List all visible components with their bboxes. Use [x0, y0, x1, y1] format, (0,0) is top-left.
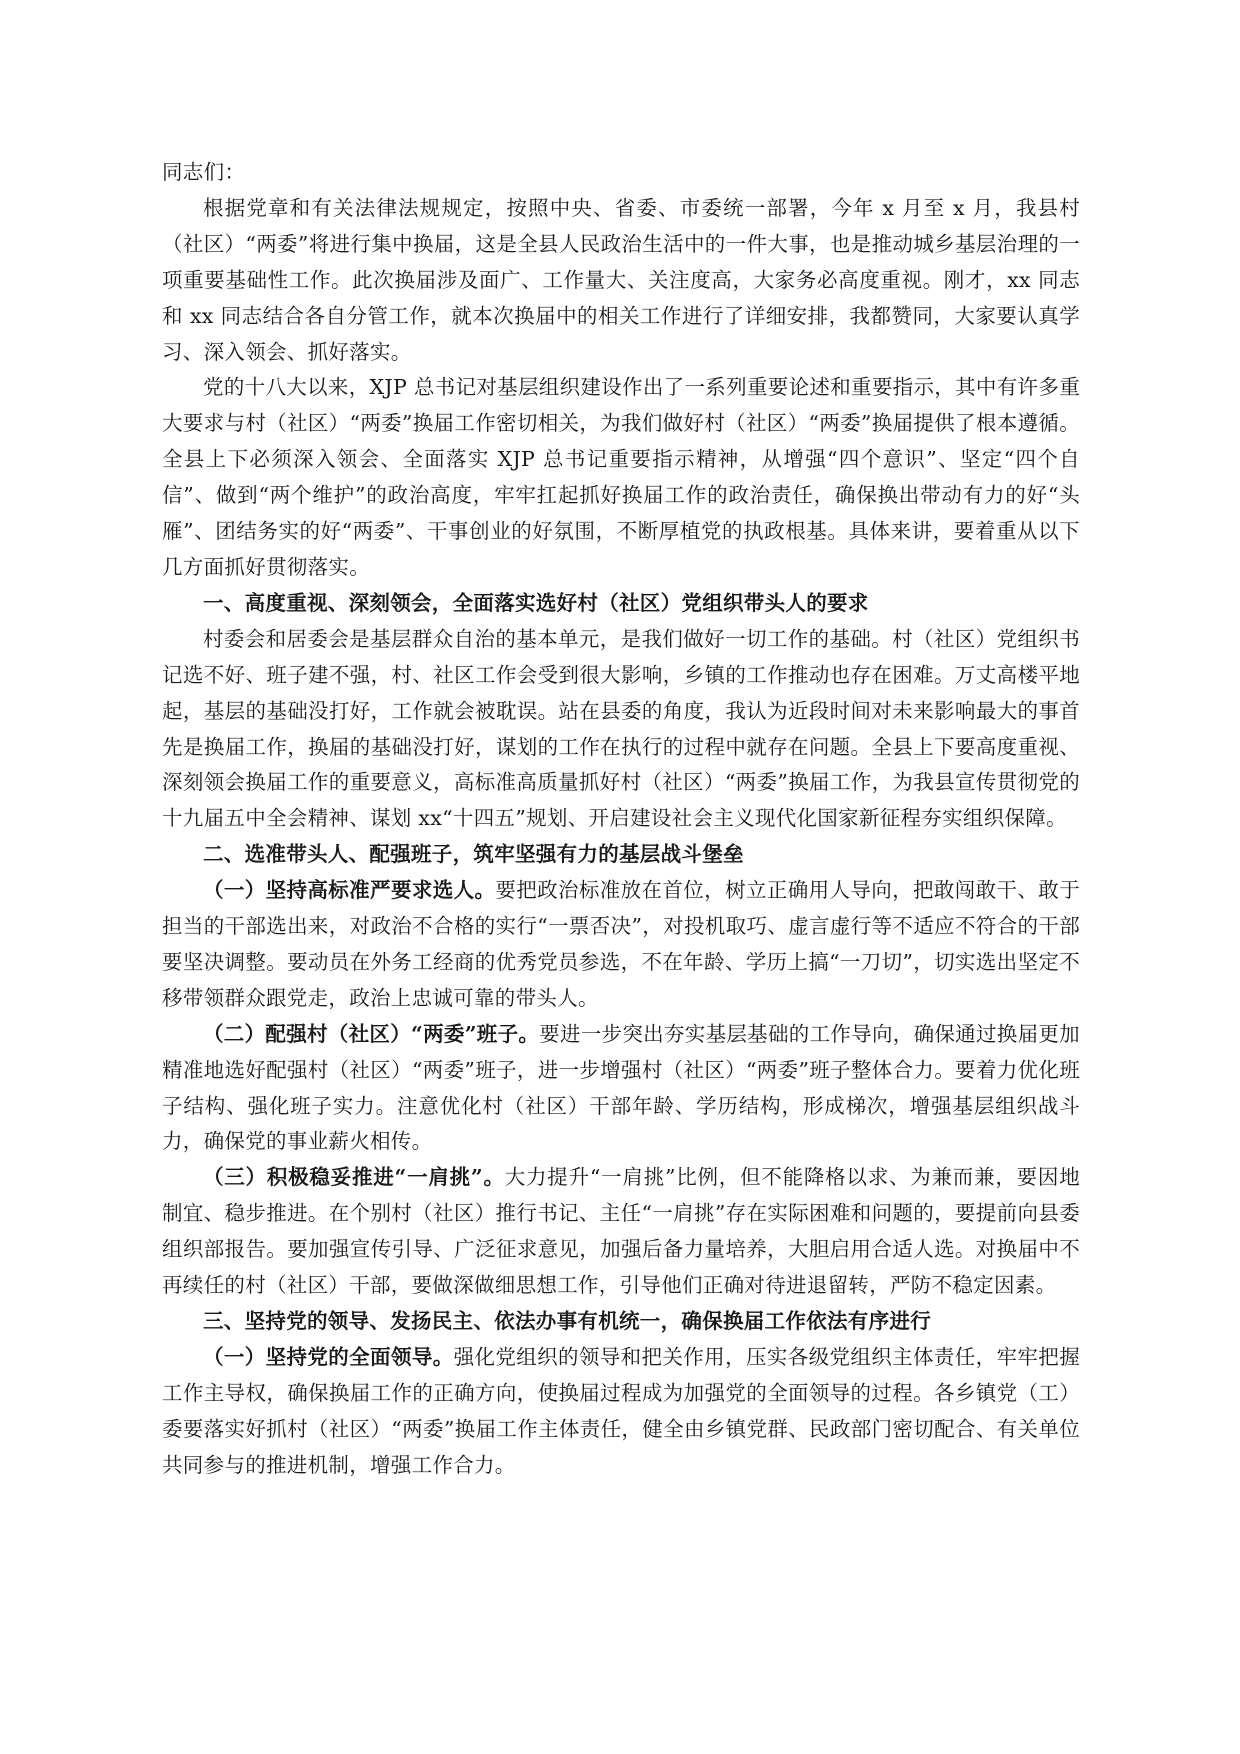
- paragraph-3-1-body: 强化党组织的领导和把关作用，压实各级党组织主体责任，牢牢把握工作主导权，确保换届工作的正确方向，使换届过程成为加强党的全面领导的过程。各乡镇党（工）委要落实好抓村（社区）“两委”换届工作主体责任，健全由乡镇党群、民政部门密切配合、有关单位共同参与的推进机制，增强工作合力。: [162, 1344, 1080, 1477]
- section-heading-3: 三、坚持党的领导、发扬民主、依法办事有机统一，确保换届工作依法有序进行: [203, 1309, 931, 1333]
- paragraph-2-2-body: 要进一步突出夯实基层基础的工作导向，确保通过换届更加精准地选好配强村（社区）“两委”班子，进一步增强村（社区）“两委”班子整体合力。要着力优化班子结构、强化班子实力。注意优化村（社区）干部年龄、学历结构，形成梯次，增强基层组织战斗力，确保党的事业薪火相传。: [162, 1021, 1080, 1154]
- subheading-2-3: （三）积极稳妥推进“一肩挑”。: [203, 1165, 505, 1190]
- paragraph-2-1: [162, 873, 1080, 1017]
- paragraph-section-1: 村委会和居委会是基层群众自治的基本单元，是我们做好一切工作的基础。村（社区）党组织书记选不好、班子建不强，村、社区工作会受到很大影响，乡镇的工作推动也存在困难。万丈高楼平地起，基层的基础没打好，工作就会被耽误。站在县委的角度，我认为近段时间对未来影响最大的事首先是换届工作，换届的基础没打好，谋划的工作在执行的过程中就存在问题。全县上下要高度重视、深刻领会换届工作的重要意义，高标准高质量抓好村（社区）“两委”换届工作，为我县宣传贯彻党的十九届五中全会精神、谋划 xx“十四五”规划、开启建设社会主义现代化国家新征程夯实组织保障。: [162, 626, 1080, 831]
- paragraph-2-1-body: 要把政治标准放在首位，树立正确用人导向，把敢闯敢干、敢于担当的干部选出来，对政治不合格的实行“一票否决”，对投机取巧、虚言虚行等不适应不符合的干部要坚决调整。要动员在外务工经商的优秀党员参选，不在年龄、学历上搞“一刀切”，切实选出坚定不移带领群众跟党走，政治上忠诚可靠的带头人。: [162, 878, 1080, 1010]
- section-heading-2: 二、选准带头人、配强班子，筑牢坚强有力的基层战斗堡垒: [203, 842, 744, 867]
- paragraph-2-2: [162, 1017, 1080, 1161]
- subheading-2-1: （一）坚持高标准严要求选人。: [203, 878, 496, 903]
- section-heading-1: 一、高度重视、深刻领会，全面落实选好村（社区）党组织带头人的要求: [203, 590, 869, 615]
- salutation: 同志们：: [162, 160, 246, 184]
- paragraph-background: 党的十八大以来，XJP 总书记对基层组织建设作出了一系列重要论述和重要指示，其中有许多重大要求与村（社区）“两委”换届工作密切相关，为我们做好村（社区）“两委”换届提供了根本遵循。全县上下必须深入领会、全面落实 XJP 总书记重要指示精神，从增强“四个意识”、坚定“四个自信”、做到“两个维护”的政治高度，牢牢扛起抓好换届工作的政治责任，确保换出带动有力的好“头雁”、团结务实的好“两委”、干事创业的好氛围，不断厚植党的执政根基。具体来讲，要着重从以下几方面抓好贯彻落实。: [162, 375, 1080, 579]
- subheading-3-1: （一）坚持党的全面领导。: [203, 1344, 454, 1369]
- paragraph-3-1: [162, 1340, 1080, 1484]
- subheading-2-2: （二）配强村（社区）“两委”班子。: [203, 1021, 540, 1046]
- document-page: [162, 155, 1080, 1484]
- paragraph-2-3: [162, 1160, 1080, 1304]
- paragraph-2-3-body: 大力提升“一肩挑”比例，但不能降格以求、为兼而兼，要因地制宜、稳步推进。在个别村（社区）推行书记、主任“一肩挑”存在实际困难和问题的，要提前向县委组织部报告。要加强宣传引导、广泛征求意见，加强后备力量培养，大胆启用合适人选。对换届中不再续任的村（社区）干部，要做深做细思想工作，引导他们正确对待进退留转，严防不稳定因素。: [162, 1165, 1080, 1298]
- paragraph-intro: 根据党章和有关法律法规规定，按照中央、省委、市委统一部署，今年 x 月至 x 月，我县村（社区）“两委”将进行集中换届，这是全县人民政治生活中的一件大事，也是推动城乡基层治理的一项重要基础性工作。此次换届涉及面广、工作量大、关注度高，大家务必高度重视。刚才，xx 同志和 xx 同志结合各自分管工作，就本次换届中的相关工作进行了详细安排，我都赞同，大家要认真学习、深入领会、抓好落实。: [162, 195, 1080, 364]
